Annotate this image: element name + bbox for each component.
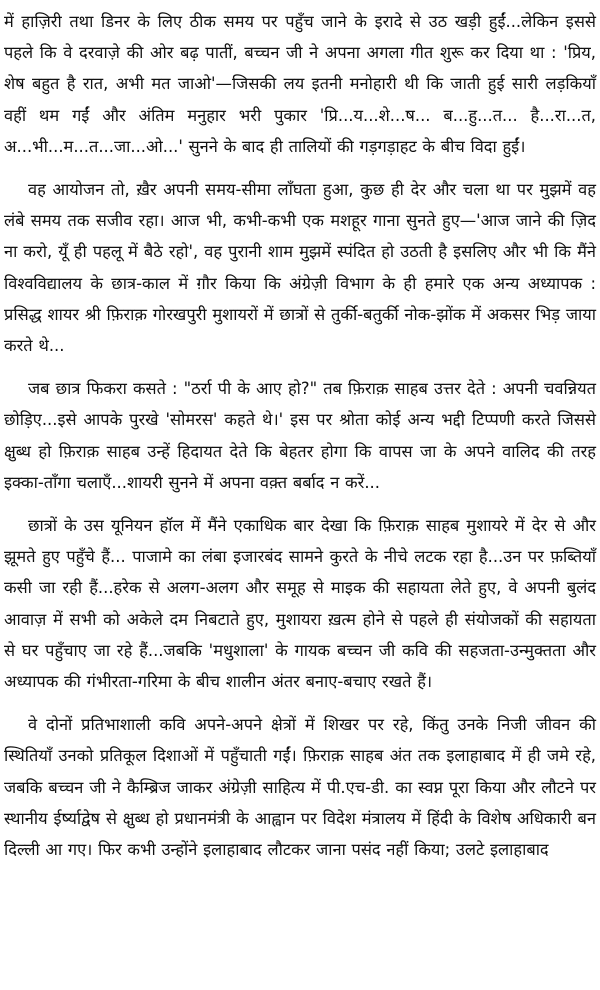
paragraph-event-memory: वह आयोजन तो, ख़ैर अपनी समय-सीमा लाँघता हुआ, कुछ ही देर और चला था पर मुझमें वह लंबे समय तक सजीव रहा। आज भी, कभी-कभी एक मशहूर गाना सुनते हुए—'आज जाने की ज़िद ना करो, यूँ ही पहलू में बैठे रहो', वह पुरानी शाम मुझमें स्पंदित हो उठती है इसलिए और भी कि मैंने विश्वविद्यालय के छात्र-काल में ग़ौर किया कि अंग्रेज़ी विभाग के ही हमारे एक अन्य अध्यापक : प्रसिद्ध शायर श्री फ़िराक़ गोरखपुरी मुशायरों में छात्रों से तुर्की-बतुर्की नोक-झोंक में अकसर भिड़ जाया करते थे... [4,180,596,356]
paragraph-two-poets: वे दोनों प्रतिभाशाली कवि अपने-अपने क्षेत्रों में शिखर पर रहे, किंतु उनके निजी जीवन की स्थितियाँ उनको प्रतिकूल दिशाओं में पहुँचाती गईं। फ़िराक़ साहब अंत तक इलाहाबाद में ही जमे रहे, जबकि बच्चन जी ने कैम्ब्रिज जाकर अंग्रेज़ी साहित्य में पी.एच-डी. का स्वप्न पूरा किया और लौटने पर स्थानीय ईर्ष्याद्वेष से क्षुब्ध हो प्रधानमंत्री के आह्वान पर विदेश मंत्रालय में हिंदी के विशेष अधिकारी बन दिल्ली आ गए। फिर कभी उन्होंने इलाहाबाद लौटकर जाना पसंद नहीं किया; उलटे इलाहाबाद [4,715,596,860]
paragraph-continuation: में हाज़िरी तथा डिनर के लिए ठीक समय पर पहुँच जाने के इरादे से उठ खड़ी हुईं...लेकिन इससे पहले कि वे दरवाज़े की ओर बढ़ पातीं, बच्चन जी ने अपना अगला गीत शुरू कर दिया था : 'प्रिय, शेष बहुत है रात, अभी मत जाओ'—जिसकी लय इतनी मनोहारी थी कि जाती हुई सारी लड़कियाँ वहीं थम गईं और अंतिम मनुहार भरी पुकार 'प्रि...य...शे...ष... ब...हु...त... है...रा...त, अ...भी...म...त...जा...ओ...' सुनने के बाद ही तालियों की गड़गड़ाहट के बीच विदा हुईं। [4,12,596,156]
paragraph-firaq-reply: जब छात्र फिकरा कसते : "ठर्रा पी के आए हो?" तब फ़िराक़ साहब उत्तर देते : अपनी चवन्नियत छोड़िए...इसे आपके पुरखे 'सोमरस' कहते थे।' इस पर श्रोता कोई अन्य भद्दी टिप्पणी करते जिससे क्षुब्ध हो फ़िराक़ साहब उन्हें हिदायत देते कि बेहतर होगा कि वापस जा के अपने वालिद की तरह इक्का-ताँगा चलाएँ...शायरी सुनने में अपना वक़्त बर्बाद न करें... [4,379,596,492]
paragraph-union-hall: छात्रों के उस यूनियन हॉल में मैंने एकाधिक बार देखा कि फ़िराक़ साहब मुशायरे में देर से और झूमते हुए पहुँचे हैं... पाजामे का लंबा इजारबंद सामने कुरते के नीचे लटक रहा है...उन पर फ़ब्तियाँ कसी जा रही हैं...हरेक से अलग-अलग और समूह से माइक की सहायता लेते हुए, वे अपनी बुलंद आवाज़ में सभी को अकेले दम निबटाते हुए, मुशायरा ख़त्म होने से पहले ही संयोजकों की सहायता से घर पहुँचाए जा रहे हैं...जबकि 'मधुशाला' के गायक बच्चन जी कवि की सहजता-उन्मुक्तता और अध्यापक की गंभीरता-गरिमा के बीच शालीन अंतर बनाए-बचाए रखते हैं। [4,516,596,692]
